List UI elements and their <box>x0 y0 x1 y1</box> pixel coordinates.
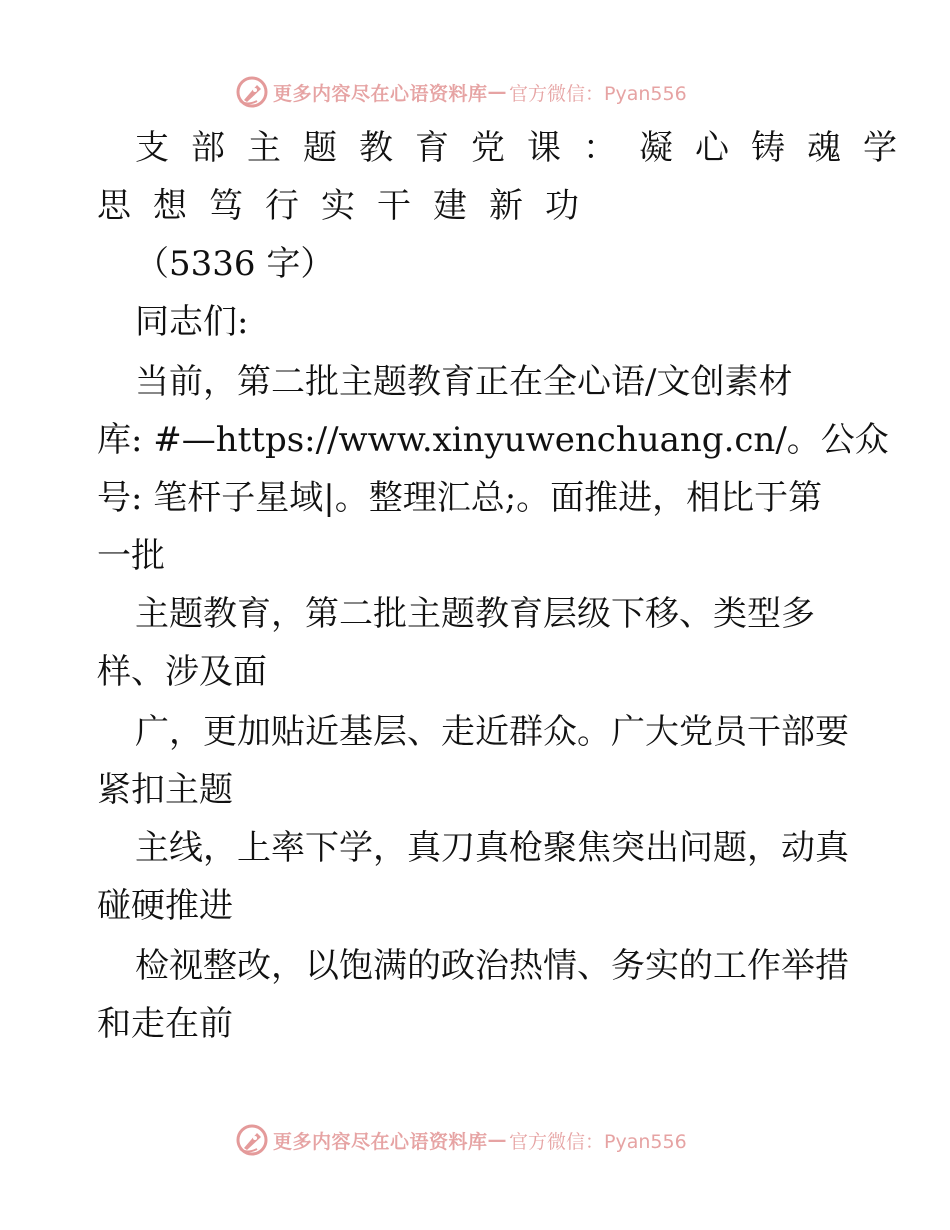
pen-nib-logo-icon <box>235 1123 269 1157</box>
body-line: 主线，上率下学，真刀真枪聚焦突出问题，动真 <box>135 828 849 868</box>
body-line: 碰硬推进 <box>97 886 233 926</box>
word-count: （5336 字） <box>135 244 335 284</box>
body-line: 检视整改，以饱满的政治热情、务实的工作举措 <box>135 946 849 986</box>
footer-watermark-banner <box>235 1120 715 1160</box>
doc-title-line-1: 支部主题教育党课：凝心铸魂学 <box>135 128 919 168</box>
pen-nib-logo-icon <box>235 75 269 109</box>
watermark-dash: — <box>487 81 508 103</box>
body-line: 一批 <box>97 536 165 576</box>
watermark-dash: — <box>487 1129 508 1151</box>
salutation: 同志们: <box>135 302 249 342</box>
body-line: 库: #—https://www.xinyuwenchuang.cn/。公众 <box>97 420 889 460</box>
body-line: 样、涉及面 <box>97 652 267 692</box>
watermark-text: 更多内容尽在心语资料库 <box>273 1130 488 1153</box>
body-line: 广，更加贴近基层、走近群众。广大党员干部要 <box>135 712 849 752</box>
body-line: 和走在前 <box>97 1004 233 1044</box>
watermark-text: 更多内容尽在心语资料库 <box>273 82 488 105</box>
header-watermark-banner <box>235 72 715 112</box>
body-line: 紧扣主题 <box>97 770 233 810</box>
body-line: 主题教育，第二批主题教育层级下移、类型多 <box>135 594 815 634</box>
watermark-contact: 官方微信：Pyan556 <box>509 82 687 105</box>
doc-title-line-2: 思想笃行实干建新功 <box>97 186 601 226</box>
body-line: 当前，第二批主题教育正在全心语/文创素材 <box>135 362 793 402</box>
body-line: 号: 笔杆子星域|。整理汇总;。面推进，相比于第 <box>97 478 823 518</box>
watermark-contact: 官方微信：Pyan556 <box>509 1130 687 1153</box>
